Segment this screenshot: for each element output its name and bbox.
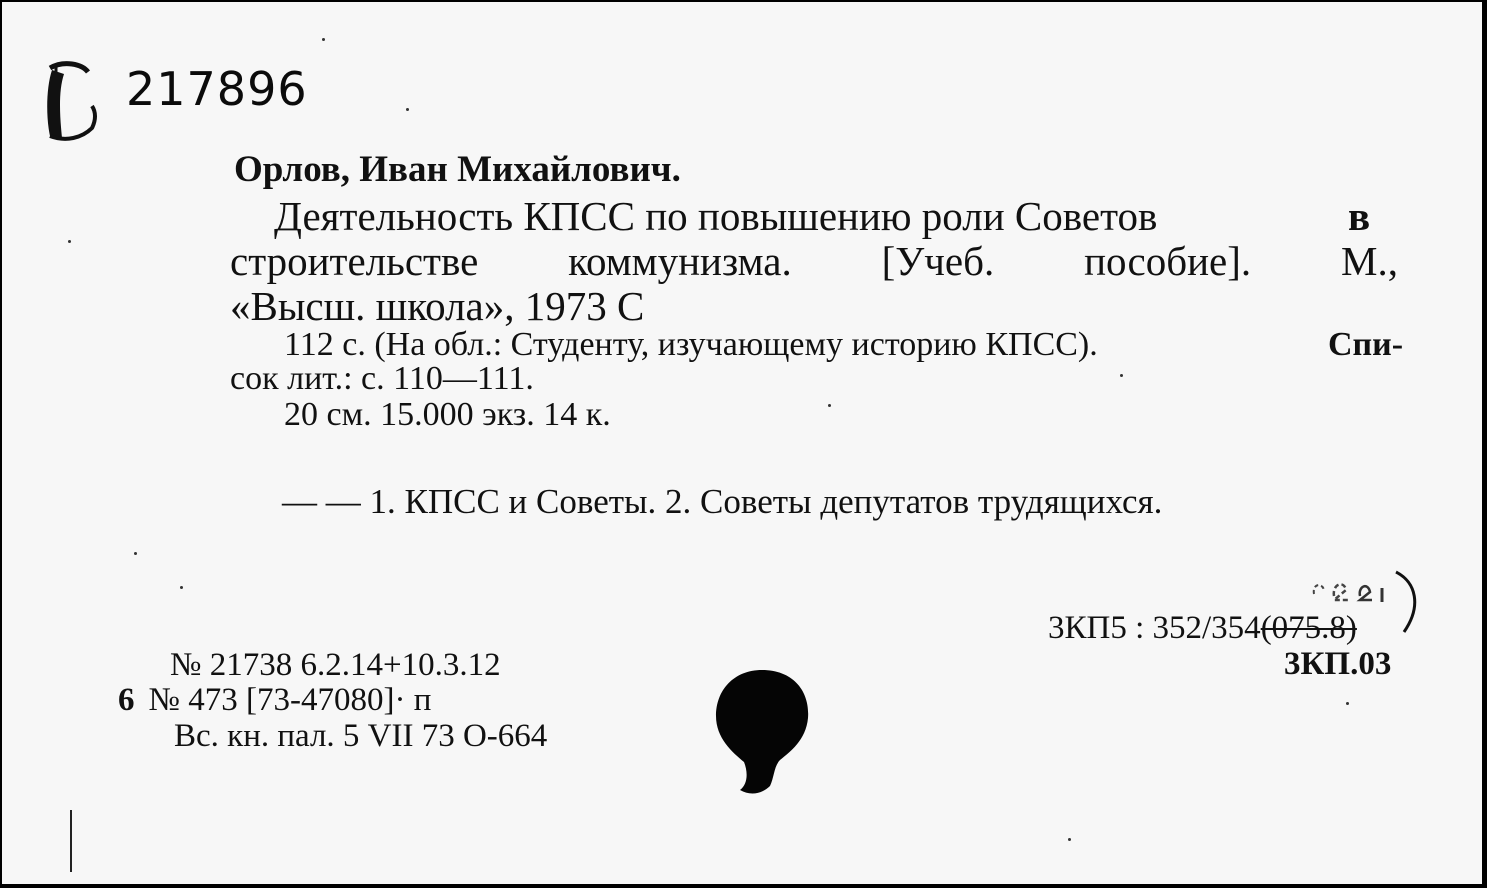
registry-line-3: Вс. кн. пал. 5 VII 73 О-664: [174, 718, 548, 754]
title-word: [Учеб.: [881, 238, 995, 284]
classification-struck: (075.8): [1260, 610, 1357, 646]
handwritten-inventory-number: 217896: [126, 62, 308, 116]
author-heading: Орлов, Иван Михайлович.: [234, 149, 681, 190]
speck: [406, 108, 409, 111]
title-word: пособие].: [1084, 238, 1252, 284]
speck: [180, 586, 183, 589]
subject-headings: — — 1. КПСС и Советы. 2. Советы депутатов трудящихся.: [282, 482, 1163, 521]
registry-line-2: [118, 682, 431, 719]
speck: [1068, 838, 1071, 841]
speck: [68, 240, 71, 243]
library-stamp-mark: [42, 58, 98, 144]
speck: [1120, 374, 1123, 377]
description-line-1: 112 с. (На обл.: Студенту, изучающему историю КПСС).: [284, 326, 1098, 363]
speck: [1346, 702, 1349, 705]
title-line-1: Деятельность КПСС по повышению роли Советов: [274, 193, 1158, 239]
punch-mark: [70, 810, 72, 872]
description-line-3: 20 см. 15.000 экз. 14 к.: [284, 396, 611, 433]
classification-main: 3КП5 : 352/354: [1048, 610, 1261, 646]
classification-index: [1048, 610, 1357, 647]
title-line-1-end: в: [1348, 193, 1371, 239]
description-line-2: сок лит.: с. 110—111.: [230, 360, 534, 397]
registry-order: № 473 [73-47080]· п: [148, 682, 432, 718]
catalog-card: [2, 2, 1482, 884]
registry-line-1: № 21738 6.2.14+10.3.12: [170, 647, 501, 683]
title-line-2: [230, 237, 1398, 285]
registry-prefix: 6: [118, 682, 135, 718]
title-word: коммунизма.: [568, 238, 792, 284]
speck: [828, 404, 831, 407]
speck: [322, 38, 325, 41]
speck: [134, 552, 137, 555]
title-line-3: «Высш. школа», 1973 С: [230, 283, 645, 329]
title-word: строительстве: [230, 238, 479, 284]
ink-blot: [714, 668, 810, 796]
description-line-1-end: Спи-: [1328, 326, 1404, 363]
classification-secondary: 3КП.03: [1284, 646, 1392, 682]
title-word: М.,: [1341, 238, 1398, 284]
